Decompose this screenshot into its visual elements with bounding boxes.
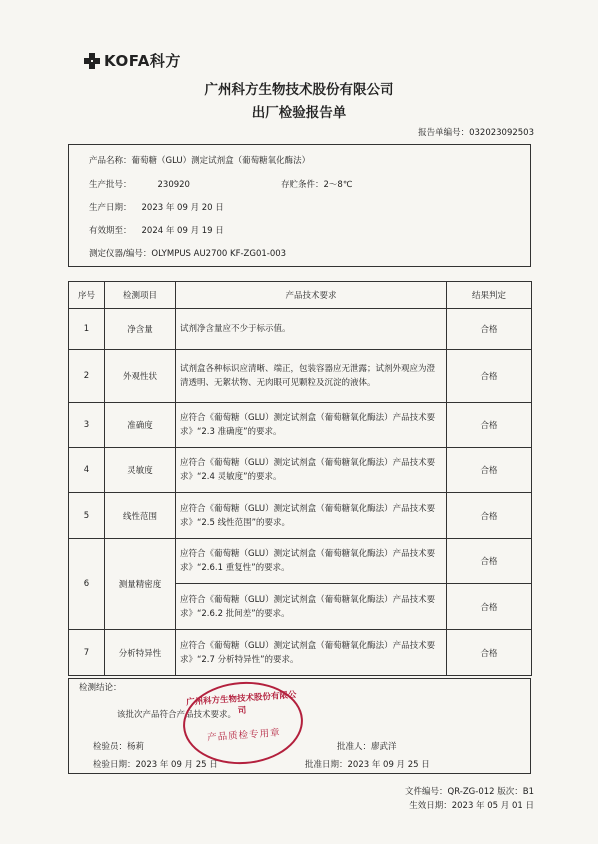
row-no: 6 — [69, 539, 105, 630]
product-info-box — [68, 144, 531, 267]
table-row — [69, 448, 532, 493]
header-item: 检测项目 — [105, 282, 176, 309]
row-item: 准确度 — [105, 403, 176, 448]
table-row — [69, 630, 532, 676]
row-requirement: 应符合《葡萄糖（GLU）测定试剂盒（葡萄糖氧化酶法）产品技术要求》“2.6.1 重复性”的要求。 — [176, 539, 447, 584]
row-item: 灵敏度 — [105, 448, 176, 493]
header-result: 结果判定 — [447, 282, 532, 309]
storage-row — [281, 178, 352, 190]
expiry-label: 有效期至： — [89, 226, 132, 236]
row-no: 5 — [69, 493, 105, 539]
expiry-value: 2024 年 09 月 19 日 — [141, 226, 224, 236]
company-name: 广州科方生物技术股份有限公司 — [204, 82, 394, 98]
row-requirement: 应符合《葡萄糖（GLU）测定试剂盒（葡萄糖氧化酶法）产品技术要求》“2.5 线性范围”的要求。 — [176, 493, 447, 539]
row-requirement: 应符合《葡萄糖（GLU）测定试剂盒（葡萄糖氧化酶法）产品技术要求》“2.6.2 批间差”的要求。 — [176, 584, 447, 630]
row-result: 合格 — [447, 350, 532, 403]
row-no: 4 — [69, 448, 105, 493]
row-item: 分析特异性 — [105, 630, 176, 676]
row-no: 7 — [69, 630, 105, 676]
storage-value: 2～8℃ — [323, 180, 353, 190]
product-name-value: 葡萄糖（GLU）测定试剂盒（葡萄糖氧化酶法） — [131, 156, 311, 166]
row-item: 线性范围 — [105, 493, 176, 539]
batch-value: 230920 — [157, 180, 190, 190]
batch-row — [89, 178, 190, 190]
conclusion-text: 该批次产品符合产品技术要求。 — [117, 710, 237, 720]
row-item: 净含量 — [105, 309, 176, 350]
row-result: 合格 — [447, 584, 532, 630]
row-result: 合格 — [447, 493, 532, 539]
row-requirement: 应符合《葡萄糖（GLU）测定试剂盒（葡萄糖氧化酶法）产品技术要求》“2.3 准确度”的要求。 — [176, 403, 447, 448]
instrument-value: OLYMPUS AU2700 KF-ZG01-003 — [151, 249, 287, 259]
table-header-row — [69, 282, 532, 309]
row-requirement: 应符合《葡萄糖（GLU）测定试剂盒（葡萄糖氧化酶法）产品技术要求》“2.7 分析特异性”的要求。 — [176, 630, 447, 676]
conclusion-label: 检测结论： — [79, 683, 122, 693]
row-result: 合格 — [447, 309, 532, 350]
inspect-date: 检验日期：2023 年 09 月 25 日 — [93, 760, 218, 770]
logo-text: KOFA科方 — [104, 52, 181, 70]
document-number: 文件编号：QR-ZG-012 版次：B1 — [405, 787, 534, 797]
row-result: 合格 — [447, 539, 532, 584]
inspection-table — [68, 281, 532, 676]
company-logo — [84, 50, 181, 71]
stamp-company-text: 广州科方生物技术股份有限公司 — [185, 690, 297, 717]
production-date-label: 生产日期： — [89, 203, 132, 213]
row-no: 2 — [69, 350, 105, 403]
production-date-value: 2023 年 09 月 20 日 — [141, 203, 224, 213]
table-row — [69, 539, 532, 584]
row-requirement: 试剂净含量应不少于标示值。 — [176, 309, 447, 350]
storage-label: 存贮条件： — [281, 180, 324, 190]
row-requirement: 应符合《葡萄糖（GLU）测定试剂盒（葡萄糖氧化酶法）产品技术要求》“2.4 灵敏度”的要求。 — [176, 448, 447, 493]
product-name-label: 产品名称： — [89, 156, 132, 166]
document-title: 出厂检验报告单 — [251, 105, 347, 121]
production-date-row — [89, 201, 224, 213]
row-no: 1 — [69, 309, 105, 350]
batch-label: 生产批号： — [89, 180, 132, 190]
row-item: 外观性状 — [105, 350, 176, 403]
header-no: 序号 — [69, 282, 105, 309]
expiry-row — [89, 224, 224, 236]
inspector: 检验员：杨莉 — [93, 742, 145, 752]
table-row — [69, 403, 532, 448]
header-requirement: 产品技术要求 — [176, 282, 447, 309]
row-result: 合格 — [447, 630, 532, 676]
stamp-center-text: 产品质检专用章 — [206, 727, 281, 744]
row-requirement: 试剂盒各种标识应清晰、端正，包装容器应无泄露；试剂外观应为澄清透明、无絮状物、无肉眼可见颗粒及沉淀的液体。 — [176, 350, 447, 403]
row-result: 合格 — [447, 403, 532, 448]
table-row — [69, 309, 532, 350]
product-name-row — [89, 154, 310, 166]
kofa-logo-icon — [84, 53, 100, 69]
report-number: 报告单编号：032023092503 — [418, 128, 534, 138]
instrument-row — [89, 247, 286, 259]
approver: 批准人：廖武洋 — [337, 742, 397, 752]
row-no: 3 — [69, 403, 105, 448]
approve-date: 批准日期：2023 年 09 月 25 日 — [305, 760, 430, 770]
row-item: 测量精密度 — [105, 539, 176, 630]
instrument-label: 测定仪器/编号： — [89, 249, 152, 259]
row-result: 合格 — [447, 448, 532, 493]
table-row — [69, 493, 532, 539]
table-row — [69, 350, 532, 403]
effective-date: 生效日期：2023 年 05 月 01 日 — [409, 801, 534, 811]
